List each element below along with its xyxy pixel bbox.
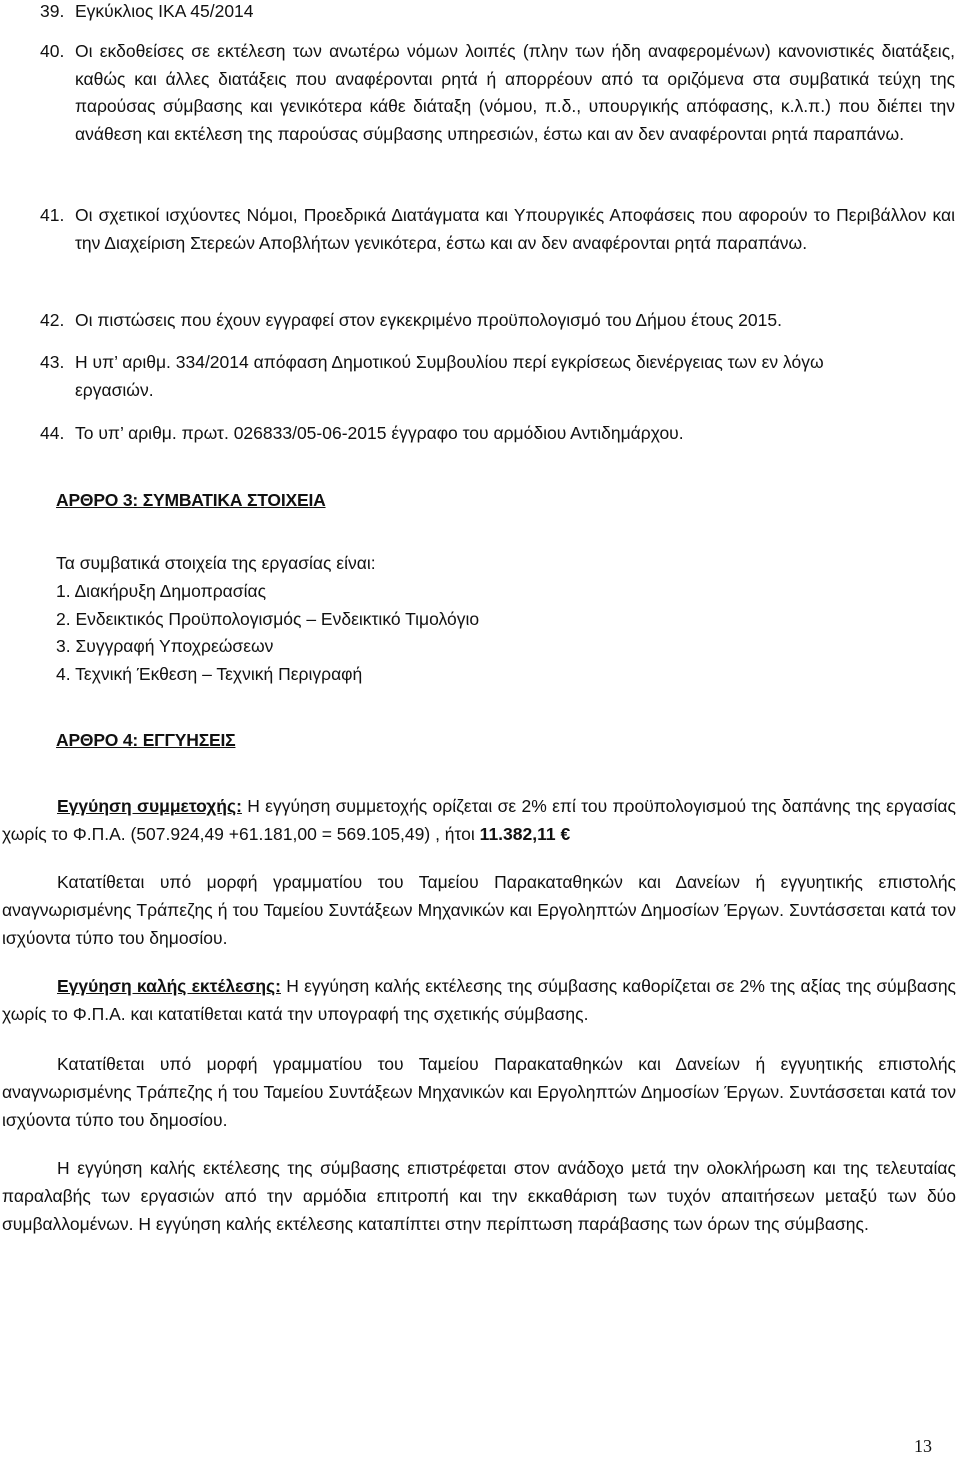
item-text: Οι σχετικοί ισχύοντες Νόμοι, Προεδρικά Διατάγματα και Υπουργικές Αποφάσεις που αφορούν το Περιβάλλον και την Διαχείριση Στερεών Αποβλήτων γενικότερα, έστω και αν δεν αναφέρονται ρητά παραπάνω. — [75, 205, 955, 253]
participation-guarantee-label: Εγγύηση συμμετοχής: — [57, 796, 242, 816]
list-item: 4. Τεχνική Έκθεση – Τεχνική Περιγραφή — [56, 663, 363, 684]
deposit-paragraph-1: Κατατίθεται υπό μορφή γραμματίου του Ταμείου Παρακαταθηκών και Δανείων ή εγγυητικής επιστολής αναγνωρισμένης Τράπεζης ή του Ταμείου Συντάξεων Μηχανικών και Εργοληπτών Δημοσίων Έργων. Συντάσσεται κατά τον ισχύοντα τύπο του δημοσίου. — [2, 872, 956, 948]
item-text: Οι εκδοθείσες σε εκτέλεση των ανωτέρω νόμων λοιπές (πλην των ήδη αναφερομένων) κανονιστικές διατάξεις, καθώς και άλλες διατάξεις που αναφέρονται ρητά ή απορρέουν από τα οριζόμενα στα συμβατικά τεύχη της παρούσας σύμβασης και γενικότερα κάθε διάταξη (νόμου, π.δ., υπουργικής απόφασης, κ.λ.π.) που διέπει την ανάθεση και εκτέλεση της παρούσας σύμβασης υπηρεσιών, έστω και αν δεν αναφέρονται ρητά παραπάνω. — [75, 41, 955, 144]
item-number: 40. — [40, 41, 65, 61]
participation-guarantee-amount: 11.382,11 € — [479, 824, 571, 844]
item-text: Οι πιστώσεις που έχουν εγγραφεί στον εγκεκριμένο προϋπολογισμό του Δήμου έτους 2015. — [75, 310, 782, 330]
performance-guarantee-label: Εγγύηση καλής εκτέλεσης: — [57, 976, 281, 996]
article-4-heading: ΑΡΘΡΟ 4: ΕΓΓΥΗΣΕΙΣ — [56, 730, 236, 750]
item-text: Η υπ’ αριθμ. 334/2014 απόφαση Δημοτικού Συμβουλίου περί εγκρίσεως διενέργειας των εν λόγω εργασιών. — [75, 352, 824, 400]
item-text: Το υπ’ αριθμ. πρωτ. 026833/05-06-2015 έγγραφο του αρμόδιου Αντιδημάρχου. — [75, 423, 684, 443]
participation-guarantee-paragraph — [2, 792, 956, 848]
contract-documents-list — [56, 578, 479, 688]
list-item: 3. Συγγραφή Υποχρεώσεων — [56, 636, 274, 656]
participation-guarantee-text: Η εγγύηση συμμετοχής ορίζεται σε 2% επί του προϋπολογισμού της δαπάνης της εργασίας χωρίς το Φ.Π.Α. (507.924,49 +61.181,00 = 569.105,49) , ήτοι — [2, 796, 956, 844]
item-number: 39. — [40, 1, 65, 21]
list-item: 2. Ενδεικτικός Προϋπολογισμός – Ενδεικτικό Τιμολόγιο — [56, 608, 480, 629]
article-3-heading: ΑΡΘΡΟ 3: ΣΥΜΒΑΤΙΚΑ ΣΤΟΙΧΕΙΑ — [56, 490, 326, 510]
list-item: 1. Διακήρυξη Δημοπρασίας — [56, 581, 267, 601]
item-number: 41. — [40, 205, 65, 225]
item-text: Εγκύκλιος ΙΚΑ 45/2014 — [75, 1, 254, 21]
performance-guarantee-text: Η εγγύηση καλής εκτέλεσης της σύμβασης καθορίζεται σε 2% της αξίας της σύμβασης χωρίς το Φ.Π.Α. και κατατίθεται κατά την υπογραφή της σχετικής σύμβασης. — [2, 976, 956, 1024]
deposit-paragraph-2: Κατατίθεται υπό μορφή γραμματίου του Ταμείου Παρακαταθηκών και Δανείων ή εγγυητικής επιστολής αναγνωρισμένης Τράπεζης ή του Ταμείου Συντάξεων Μηχανικών και Εργοληπτών Δημοσίων Έργων. Συντάσσεται κατά τον ισχύοντα τύπο του δημοσίου. — [2, 1054, 956, 1130]
item-number: 44. — [40, 423, 65, 443]
guarantee-return-paragraph: Η εγγύηση καλής εκτέλεσης της σύμβασης επιστρέφεται στον ανάδοχο μετά την ολοκλήρωση και της τελευταίας παραλαβής των εργασιών από την αρμόδια επιτροπή και την εκκαθάριση των τυχόν απαιτήσεων μεταξύ των δύο συμβαλλομένων. Η εγγύηση καλής εκτέλεσης καταπίπτει στην περίπτωση παράβασης των όρων της σύμβασης. — [2, 1158, 956, 1234]
item-number: 42. — [40, 310, 65, 330]
item-number: 43. — [40, 352, 65, 372]
contract-intro: Τα συμβατικά στοιχεία της εργασίας είναι: — [56, 553, 376, 573]
page-number: 13 — [914, 1436, 932, 1456]
performance-guarantee-paragraph — [2, 972, 956, 1028]
